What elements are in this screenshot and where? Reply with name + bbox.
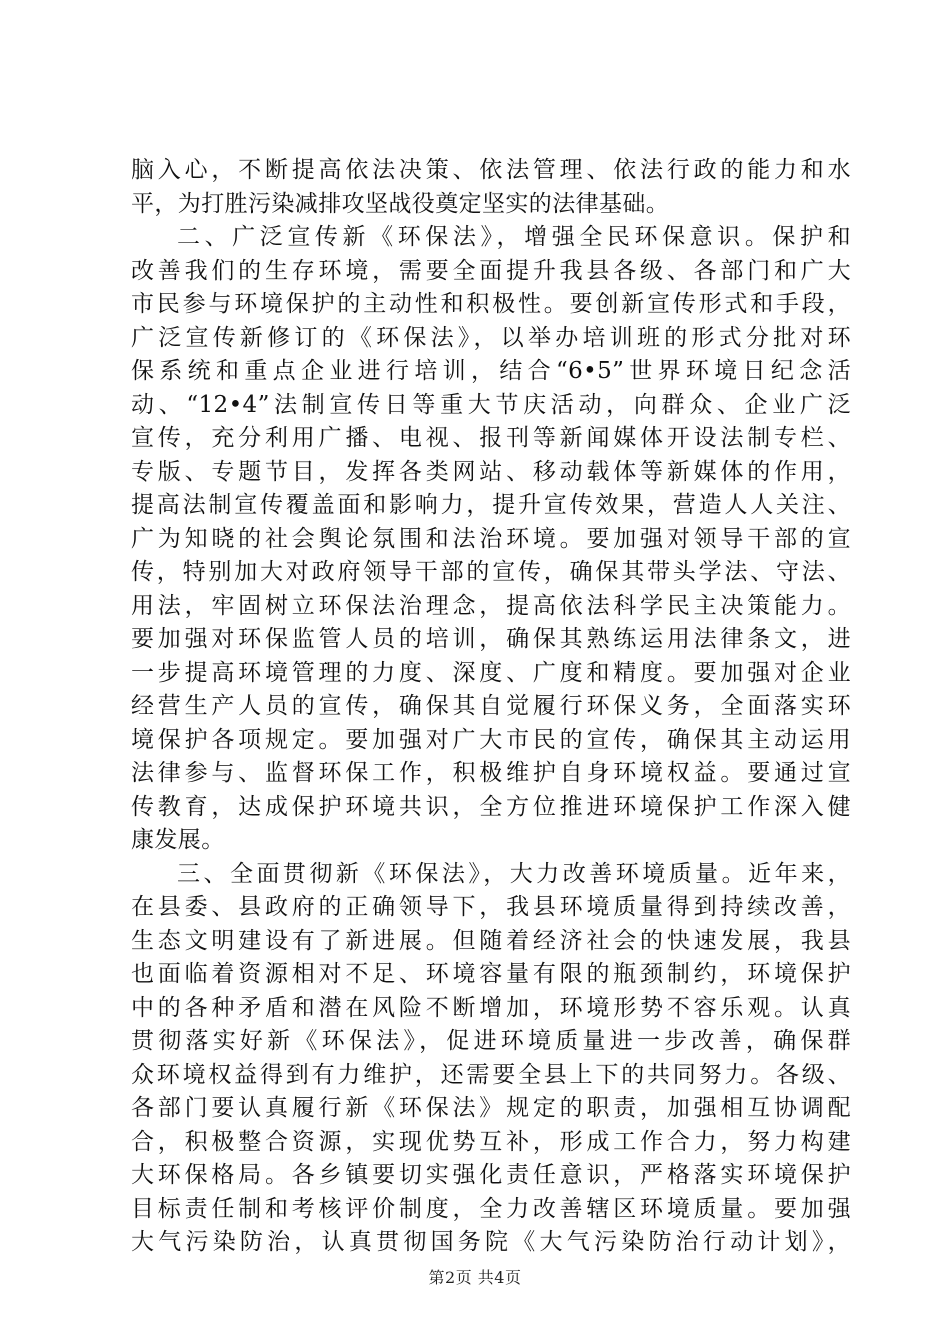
text-line: 也面临着资源相对不足、环境容量有限的瓶颈制约，环境保护 bbox=[131, 961, 851, 987]
page-footer bbox=[0, 1265, 950, 1288]
text-line: 传教育，达成保护环境共识，全方位推进环境保护工作深入健 bbox=[131, 793, 851, 820]
text-line: 广为知晓的社会舆论氛围和法治环境。要加强对领导干部的宣 bbox=[131, 525, 851, 552]
text-line: 贯彻落实好新《环保法》，促进环境质量进一步改善，确保群 bbox=[131, 1028, 851, 1054]
text-line: 大气污染防治，认真贯彻国务院《大气污染防治行动计划》， bbox=[131, 1229, 851, 1255]
text-line: 要加强对环保监管人员的培训，确保其熟练运用法律条文，进 bbox=[131, 626, 851, 652]
text-line: 法律参与、监督环保工作，积极维护自身环境权益。要通过宣 bbox=[131, 760, 851, 786]
text-line: 专版、专题节目，发挥各类网站、移动载体等新媒体的作用， bbox=[131, 458, 851, 485]
text-line: 境保护各项规定。要加强对广大市民的宣传，确保其主动运用 bbox=[131, 726, 851, 753]
text-line: 生态文明建设有了新进展。但随着经济社会的快速发展，我县 bbox=[131, 927, 851, 954]
text-line: 经营生产人员的宣传，确保其自觉履行环保义务，全面落实环 bbox=[131, 693, 851, 719]
text-line: 目标责任制和考核评价制度，全力改善辖区环境质量。要加强 bbox=[131, 1195, 851, 1222]
text-line: 广泛宣传新修订的《环保法》，以举办培训班的形式分批对环 bbox=[131, 324, 851, 351]
text-line: 平，为打胜污染减排攻坚战役奠定坚实的法律基础。 bbox=[131, 190, 670, 217]
text-line: 康发展。 bbox=[131, 827, 225, 853]
text-line: 改善我们的生存环境，需要全面提升我县各级、各部门和广大 bbox=[131, 257, 851, 284]
text-line: 市民参与环境保护的主动性和积极性。要创新宣传形式和手段， bbox=[131, 291, 851, 317]
text-line: 一步提高环境管理的力度、深度、广度和精度。要加强对企业 bbox=[131, 659, 851, 686]
text-line: 二、广泛宣传新《环保法》，增强全民环保意识。保护和 bbox=[177, 224, 851, 250]
text-line: 提高法制宣传覆盖面和影响力，提升宣传效果，营造人人关注、 bbox=[131, 492, 851, 518]
text-line: 三、全面贯彻新《环保法》，大力改善环境质量。近年来， bbox=[177, 860, 851, 887]
document-body bbox=[131, 154, 851, 1260]
text-line: 众环境权益得到有力维护，还需要全县上下的共同努力。各级、 bbox=[131, 1061, 851, 1088]
text-line: 在县委、县政府的正确领导下，我县环境质量得到持续改善， bbox=[131, 894, 851, 920]
text-line: 脑入心，不断提高依法决策、依法管理、依法行政的能力和水 bbox=[131, 157, 851, 183]
text-line: 保系统和重点企业进行培训，结合“6•5”世界环境日纪念活 bbox=[131, 358, 851, 384]
text-line: 用法，牢固树立环保法治理念，提高依法科学民主决策能力。 bbox=[131, 592, 851, 619]
page-number-label: 第2页 共4页 bbox=[428, 1268, 522, 1287]
text-line: 大环保格局。各乡镇要切实强化责任意识，严格落实环境保护 bbox=[131, 1162, 851, 1188]
text-line: 传，特别加大对政府领导干部的宣传，确保其带头学法、守法、 bbox=[131, 559, 851, 585]
text-line: 合，积极整合资源，实现优势互补，形成工作合力，努力构建 bbox=[131, 1128, 851, 1155]
text-line: 宣传，充分利用广播、电视、报刊等新闻媒体开设法制专栏、 bbox=[131, 425, 851, 451]
text-line: 动、“12•4”法制宣传日等重大节庆活动，向群众、企业广泛 bbox=[131, 391, 851, 418]
text-line: 各部门要认真履行新《环保法》规定的职责，加强相互协调配 bbox=[131, 1095, 851, 1121]
text-line: 中的各种矛盾和潜在风险不断增加，环境形势不容乐观。认真 bbox=[131, 994, 851, 1021]
